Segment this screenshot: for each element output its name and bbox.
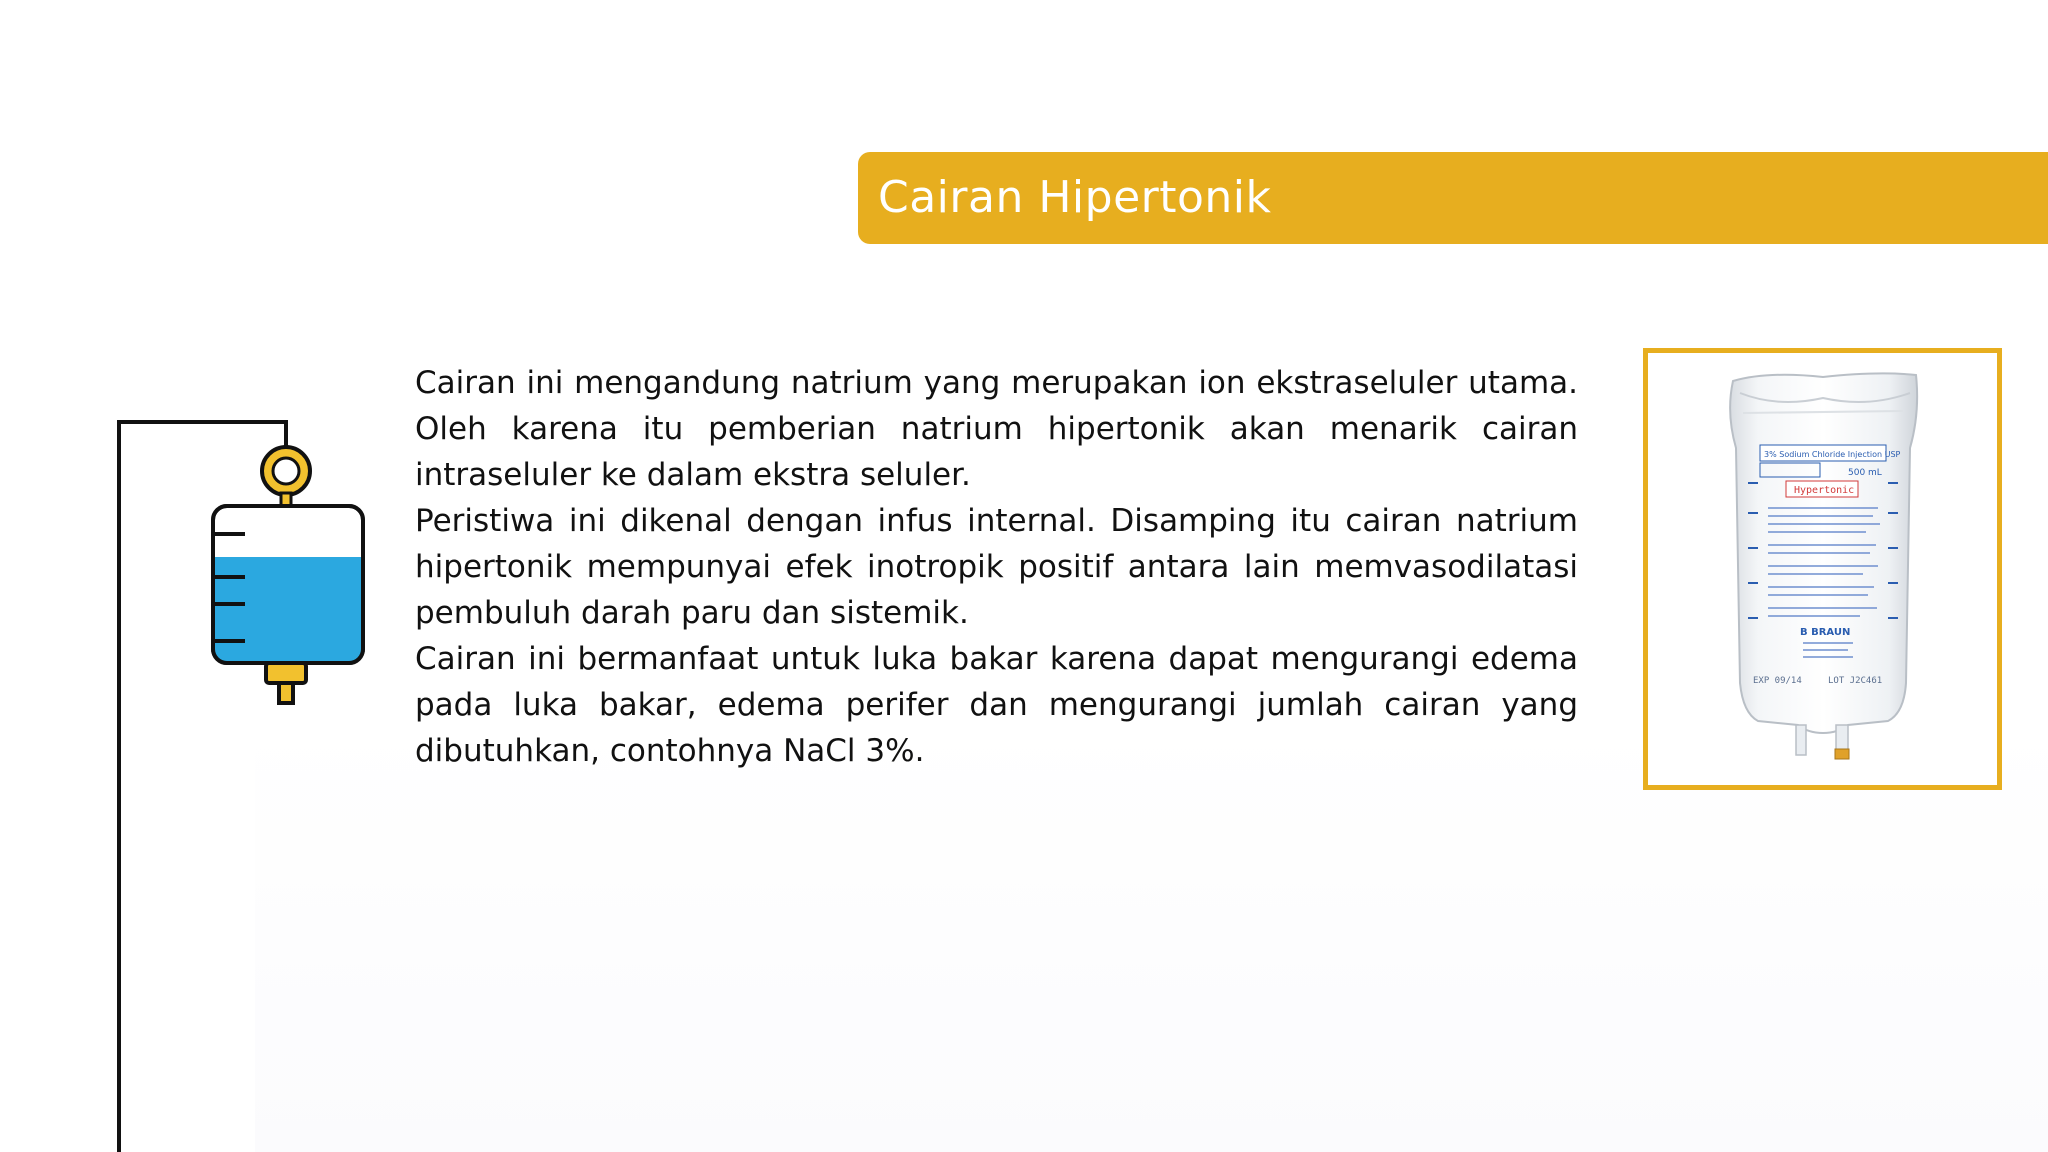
body-text: [415, 360, 1578, 774]
photo-volume-label: 500 mL: [1848, 468, 1882, 478]
fluid-level-icon: [215, 557, 361, 661]
iv-outlet-icon: [266, 663, 306, 683]
photo-type-label: Hypertonic: [1794, 485, 1855, 496]
photo-brand-label: B BRAUN: [1800, 627, 1851, 638]
photo-frame: [1643, 348, 2002, 790]
title-bar: [858, 152, 2048, 244]
photo-lot-label: LOT J2C461: [1828, 676, 1883, 686]
page-title: Cairan Hipertonik: [878, 172, 1272, 223]
iv-bag-photo: [1648, 353, 1997, 785]
iv-bag-icon: [213, 447, 363, 703]
iv-drip-illustration: [0, 0, 420, 1152]
paragraph-1: Cairan ini mengandung natrium yang merupakan ion ekstraseluler utama. Oleh karena itu pemberian natrium hipertonik akan menarik cairan intraseluler ke dalam ekstra seluler.: [415, 365, 1578, 493]
photo-expiry-label: EXP 09/14: [1753, 676, 1802, 686]
photo-header-label: 3% Sodium Chloride Injection USP: [1764, 450, 1901, 459]
paragraph-3: Cairan ini bermanfaat untuk luka bakar karena dapat mengurangi edema pada luka bakar, edema perifer dan mengurangi jumlah cairan yang dibutuhkan, contohnya NaCl 3%.: [415, 641, 1578, 769]
paragraph-2: Peristiwa ini dikenal dengan infus internal. Disamping itu cairan natrium hipertonik mempunyai efek inotropik positif antara lain memvasodilatasi pembuluh darah paru dan sistemik.: [415, 503, 1578, 631]
